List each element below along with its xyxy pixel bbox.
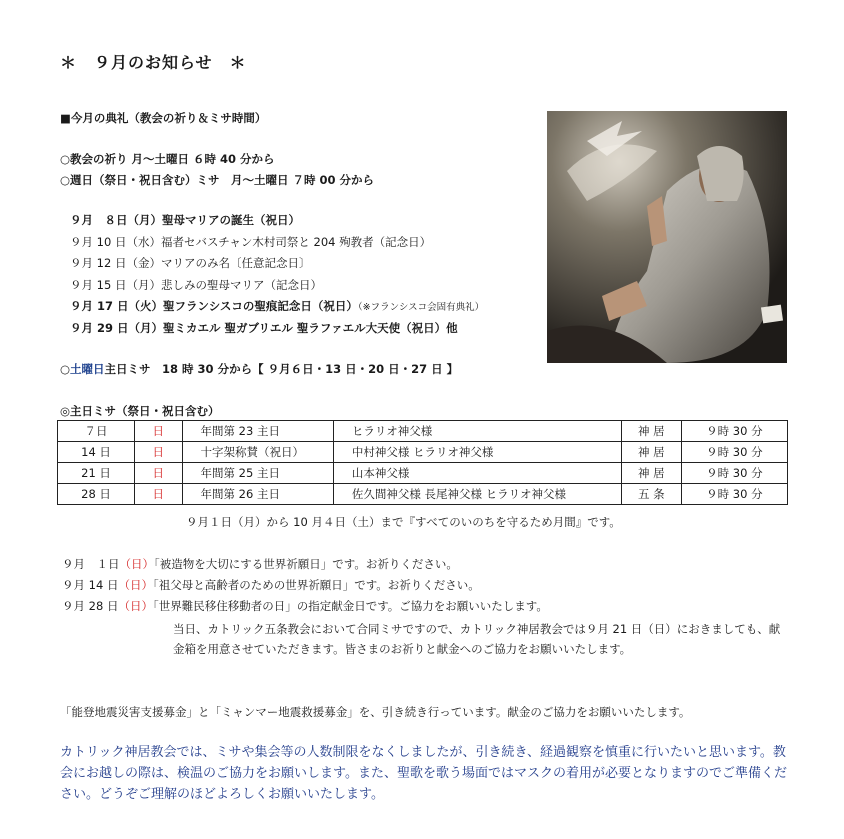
notice-text: 「被造物を大切にする世界祈願日」です。お祈りください。 [154,557,458,571]
table-row [58,442,788,463]
notice-day: 日 [129,599,142,613]
date-cell: ７日 [58,421,135,442]
feast-text: ９月 12 日（金）マリアのみ名〔任意記念日〕 [70,256,311,270]
church-cell: 神 居 [621,442,681,463]
notice-item [62,598,548,614]
prayer-time-line: ○教会の祈り 月〜土曜日 ６時 40 分から [60,152,275,166]
time-cell: ９時 30 分 [681,421,787,442]
notice-date: ９月 28 日 [62,599,119,613]
notice-date: ９月 １日 [62,557,120,571]
paren-open: （ [118,578,130,592]
notice-day: 日 [131,557,143,571]
notice-date: ９月 14 日 [62,578,119,592]
feast-item [70,320,458,336]
table-row [58,484,788,505]
painting-image [547,111,787,363]
week-cell: 年間第 25 主日 [182,463,333,484]
day-cell: 日 [135,463,182,484]
page-title: ＊ ９月のお知らせ ＊ [60,53,247,72]
feast-item [70,255,310,271]
date-cell: 21 日 [58,463,135,484]
notice-day: 日 [129,578,142,592]
notice-item [62,556,458,572]
feast-note: （※フランシスコ会固有典礼） [357,302,485,313]
day-cell: 日 [135,442,182,463]
weekday-mass-line: ○週日（祭日・祝日含む）ミサ 月〜土曜日 ７時 00 分から [60,173,375,187]
time-cell: ９時 30 分 [681,463,787,484]
paren-open: （ [118,599,130,613]
day-cell: 日 [135,484,182,505]
feast-item [70,234,431,250]
feast-item [70,298,484,314]
feast-text: ９月 29 日（月）聖ミカエル 聖ガブリエル 聖ラファエル大天使（祝日） [70,320,447,335]
feast-item [70,277,322,293]
paren-close: ） [142,557,154,571]
saint-francis-painting [547,111,787,363]
notice-text: 「祖父母と高齢者のための世界祈願日」です。お祈りください。 [152,578,480,592]
church-cell: 神 居 [621,463,681,484]
liturgy-heading: ■今月の典礼（教会の祈り＆ミサ時間） [60,111,267,125]
church-cell: 五 条 [621,484,681,505]
saturday-highlight: 土曜日 [70,362,105,376]
feast-text: ９月 10 日（水）福者セバスチャン木村司祭と 204 殉教者（記念日） [70,234,432,249]
week-cell: 年間第 26 主日 [182,484,333,505]
paren-open: （ [119,557,131,571]
table-row [58,463,788,484]
week-cell: 十字架称賛（祝日） [182,442,333,463]
time-cell: ９時 30 分 [681,484,787,505]
saturday-prefix: ○ [60,362,71,376]
season-note: ９月１日（月）から 10 月４日（土）まで『すべてのいのちを守るため月間』です。 [186,515,621,529]
week-cell: 年間第 23 主日 [182,421,333,442]
priest-cell: 山本神父様 [333,463,621,484]
date-cell: 14 日 [58,442,135,463]
paren-close: ） [141,578,153,592]
priest-cell: 中村神父様 ヒラリオ神父様 [333,442,621,463]
notice-text: 「世界難民移住移動者の日」の指定献金日です。ご協力をお願いいたします。 [152,599,548,613]
date-cell: 28 日 [58,484,135,505]
feast-text: ９月 15 日（月）悲しみの聖母マリア（記念日） [70,277,322,292]
notice-item [62,577,480,593]
closing-message: カトリック神居教会では、ミサや集会等の人数制限をなくしましたが、引き続き、経過観察を慎重に行いたいと思います。教会にお越しの際は、検温のご協力をお願いします。また、聖歌を歌う場面ではマスクの着用が必要となりますのでご準備ください。どうぞご理解のほどよろしくお願いいたします。 [60,745,787,802]
fundraising-note: 「能登地震災害支援募金」と「ミャンマー地震救援募金」を、引き続き行っています。献金のご協力をお願いいたします。 [60,705,691,719]
feast-note: 他 [446,320,458,335]
feast-item [70,212,300,228]
time-cell: ９時 30 分 [681,442,787,463]
church-cell: 神 居 [621,421,681,442]
feast-text: ９月 17 日（火）聖フランシスコの聖痕記念日（祝日） [70,299,358,313]
saturday-mass-line [60,361,458,377]
priest-cell: 佐久間神父様 長尾神父様 ヒラリオ神父様 [333,484,621,505]
day-cell: 日 [135,421,182,442]
notice-detail: 当日、カトリック五条教会において合同ミサですので、カトリック神居教会では９月 21 日（日）におきましても、献金箱を用意させていただきます。皆さまのお祈りと献金へのご協力をお願いいたします。 [173,622,781,656]
sunday-mass-heading: ◎主日ミサ（祭日・祝日含む） [60,404,220,418]
table-row [58,421,788,442]
paren-close: ） [141,599,153,613]
saturday-rest: 主日ミサ 18 時 30 分から【 ９月６日・13 日・20 日・27 日 】 [104,362,459,376]
priest-cell: ヒラリオ神父様 [333,421,621,442]
sunday-mass-table [57,420,788,505]
feast-text: ９月 ８日（月）聖母マリアの誕生（祝日） [70,213,300,227]
